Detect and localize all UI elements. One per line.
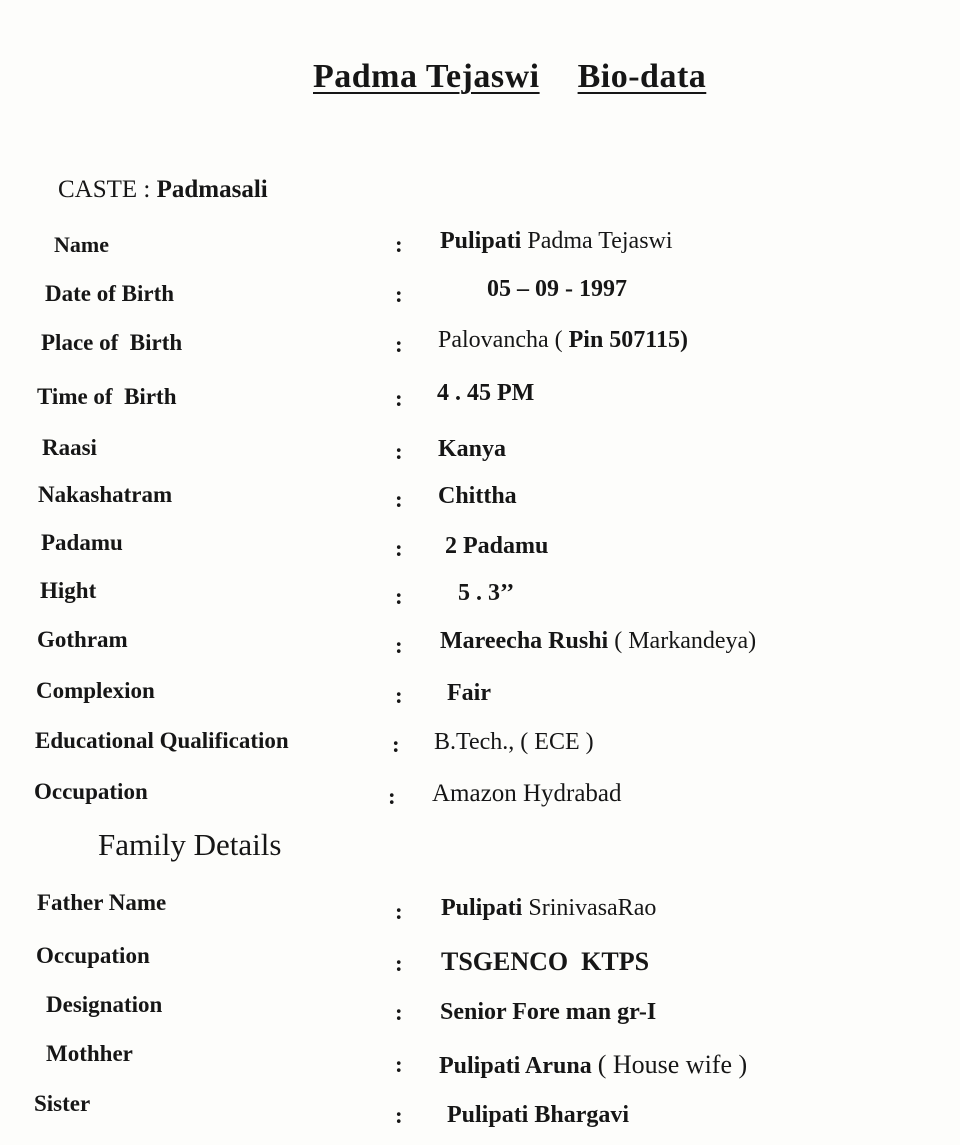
row-value: Pulipati SrinivasaRao — [441, 895, 657, 921]
row-colon: : — [395, 683, 403, 708]
row-value: 4 . 45 PM — [437, 380, 535, 406]
detail-row-raasi — [0, 435, 960, 469]
row-label: Time of Birth — [37, 384, 177, 409]
row-colon: : — [395, 1052, 403, 1077]
detail-row-padamu — [0, 530, 960, 564]
row-label: Complexion — [36, 678, 155, 703]
row-colon: : — [392, 732, 400, 757]
family-details-heading: Family Details — [98, 827, 282, 862]
row-label: Hight — [40, 578, 97, 603]
row-colon: : — [395, 899, 403, 924]
caste-line — [58, 176, 268, 204]
row-label: Sister — [34, 1091, 91, 1116]
row-label: Date of Birth — [45, 281, 175, 306]
row-label: Educational Qualification — [35, 728, 289, 753]
row-label: Place of Birth — [41, 330, 183, 355]
row-value: 2 Padamu — [445, 533, 549, 559]
row-value: Fair — [447, 680, 491, 706]
row-colon: : — [395, 1103, 403, 1128]
row-colon: : — [395, 282, 403, 307]
row-colon: : — [395, 951, 403, 976]
row-colon: : — [395, 332, 403, 357]
detail-row-complexion — [0, 678, 960, 712]
row-label: Father Name — [37, 890, 167, 915]
row-label: Occupation — [36, 943, 150, 968]
family-row-mother — [0, 1041, 960, 1079]
row-value: Palovancha ( Pin 507115) — [438, 327, 688, 353]
detail-row-name — [0, 228, 960, 262]
row-value: 05 – 09 - 1997 — [487, 276, 627, 302]
title-biodata: Bio-data — [577, 58, 707, 95]
caste-value: Padmasali — [156, 176, 268, 203]
row-value: TSGENCO KTPS — [441, 947, 650, 976]
row-colon: : — [395, 1000, 403, 1025]
detail-row-place-of-birth — [0, 328, 960, 362]
row-label: Mothher — [46, 1041, 133, 1066]
row-value: Chittha — [438, 483, 517, 509]
title-name: Padma Tejaswi — [313, 58, 540, 95]
row-value: Amazon Hydrabad — [432, 780, 622, 807]
row-colon: : — [395, 487, 403, 512]
detail-row-nakashatram — [0, 482, 960, 516]
row-label: Occupation — [34, 779, 148, 804]
family-row-sister — [0, 1091, 960, 1128]
detail-row-occupation — [0, 778, 960, 812]
row-label: Designation — [46, 992, 163, 1017]
row-label: Gothram — [37, 627, 128, 652]
caste-label: CASTE : — [58, 176, 151, 203]
row-value: Pulipati Padma Tejaswi — [440, 228, 673, 254]
row-value: Senior Fore man gr-I — [440, 999, 657, 1025]
detail-row-time-of-birth — [0, 382, 960, 416]
detail-row-hight — [0, 578, 960, 612]
row-value: 5 . 3’’ — [458, 580, 515, 606]
row-value: Pulipati Aruna ( House wife ) — [439, 1050, 748, 1079]
row-colon: : — [395, 536, 403, 561]
row-label: Raasi — [42, 435, 97, 460]
document-title — [313, 58, 706, 96]
detail-row-education — [0, 728, 960, 762]
row-colon: : — [395, 584, 403, 609]
row-value: Mareecha Rushi ( Markandeya) — [440, 628, 757, 654]
row-label: Nakashatram — [38, 482, 173, 507]
family-row-designation — [0, 992, 960, 1026]
family-row-occupation — [0, 943, 960, 977]
row-colon: : — [395, 232, 403, 257]
row-label: Name — [54, 232, 109, 257]
detail-row-gothram — [0, 627, 960, 661]
row-value: Kanya — [438, 436, 507, 462]
row-colon: : — [388, 784, 396, 809]
row-label: Padamu — [41, 530, 123, 555]
row-value: Pulipati Bhargavi — [447, 1102, 630, 1128]
row-colon: : — [395, 386, 403, 411]
row-colon: : — [395, 439, 403, 464]
row-value: B.Tech., ( ECE ) — [434, 729, 594, 755]
family-row-father-name — [0, 890, 960, 924]
detail-row-date-of-birth — [0, 278, 960, 312]
row-colon: : — [395, 633, 403, 658]
